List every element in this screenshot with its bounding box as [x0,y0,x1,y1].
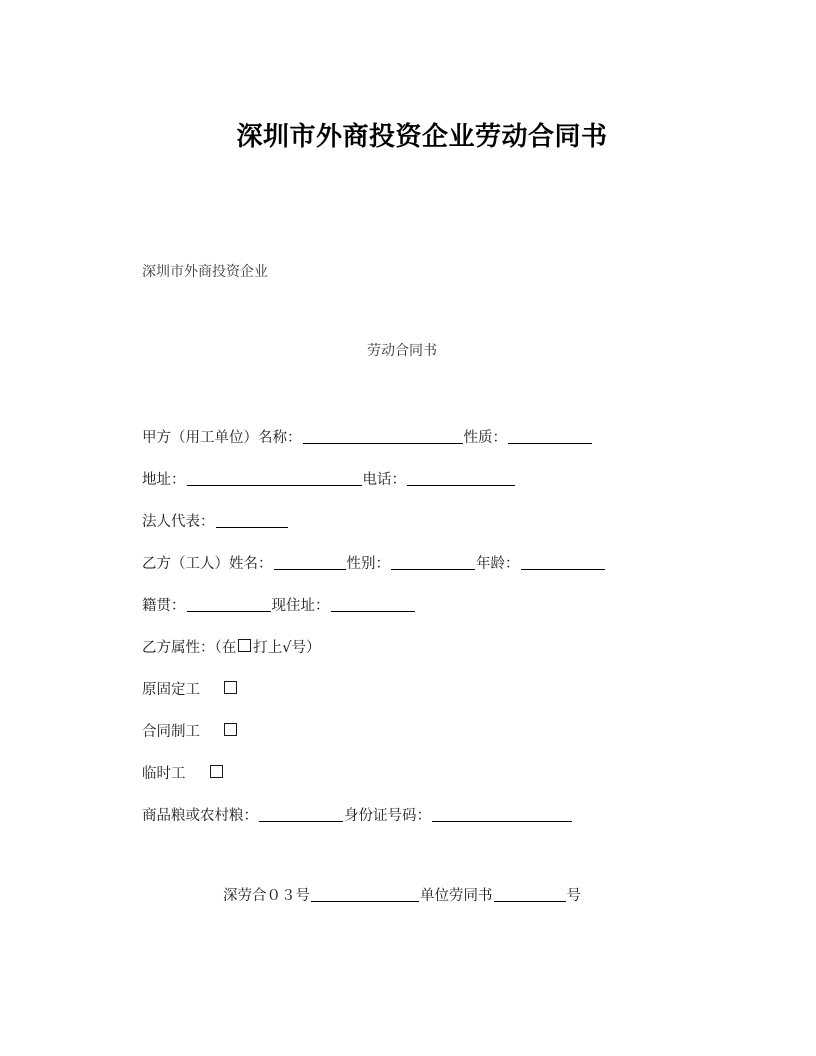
address-phone-blank-1[interactable] [187,470,362,486]
option-contract-worker-label-0: 合同制工 [142,724,200,740]
option-original-permanent-worker-label-0: 原固定工 [142,682,200,698]
party-b-identity-label-0: 乙方（工人）姓名： [142,556,273,572]
grain-and-id-number-label-0: 商品粮或农村粮： [142,808,258,824]
party-b-identity-label-2: 性别： [346,556,390,572]
party-a-name-blank-1[interactable] [303,428,463,444]
form-row-party-a-name [142,427,762,469]
sub-heading: 劳动合同书 [367,343,437,359]
party-b-identity-blank-1[interactable] [274,554,346,570]
option-temporary-worker-label-0: 临时工 [142,766,186,782]
footer-reference-blank-3[interactable] [494,886,566,902]
party-a-name-label-2: 性质： [463,430,507,446]
footer-reference-label-2: 单位劳同书 [420,888,493,904]
origin-residence-blank-3[interactable] [331,596,415,612]
party-b-identity-blank-5[interactable] [521,554,605,570]
legal-representative-blank-1[interactable] [216,512,288,528]
party-a-name-label-0: 甲方（用工单位）名称： [142,430,302,446]
address-phone-label-2: 电话： [362,472,406,488]
form-row-option-contract-worker [142,721,762,763]
footer-reference-label-4: 号 [566,888,581,904]
origin-residence-label-2: 现住址： [271,598,330,614]
address-phone-blank-3[interactable] [407,470,515,486]
form-row-origin-residence [142,595,762,637]
origin-residence-blank-1[interactable] [187,596,271,612]
footer-reference-line [142,885,662,907]
footer-reference-blank-1[interactable] [311,886,419,902]
form-row-party-b-identity [142,553,762,595]
party-b-attribute-instruction-checkbox[interactable] [238,639,251,652]
address-phone-label-0: 地址： [142,472,186,488]
option-original-permanent-worker-checkbox[interactable] [224,681,237,694]
origin-residence-label-0: 籍贯： [142,598,186,614]
party-b-attribute-instruction-label-2: 打上√号） [253,640,321,656]
form-field-list [142,427,762,847]
party-a-name-blank-3[interactable] [508,428,592,444]
option-temporary-worker-checkbox[interactable] [210,765,223,778]
footer-reference-label-0: 深劳合０３号 [223,888,310,904]
form-row-grain-and-id-number [142,805,762,847]
legal-representative-label-0: 法人代表： [142,514,215,530]
form-row-legal-representative [142,511,762,553]
form-row-party-b-attribute-instruction [142,637,762,679]
form-row-address-phone [142,469,762,511]
grain-and-id-number-blank-3[interactable] [432,806,572,822]
party-b-identity-blank-3[interactable] [391,554,475,570]
grain-and-id-number-label-2: 身份证号码： [344,808,431,824]
organization-line: 深圳市外商投资企业 [142,264,268,280]
option-contract-worker-checkbox[interactable] [224,723,237,736]
grain-and-id-number-blank-1[interactable] [259,806,343,822]
form-row-option-temporary-worker [142,763,762,805]
party-b-attribute-instruction-label-0: 乙方属性：（在 [142,640,237,656]
form-row-option-original-permanent-worker [142,679,762,721]
page-title: 深圳市外商投资企业劳动合同书 [236,122,608,153]
footer-reference-inner [223,885,581,907]
party-b-identity-label-4: 年龄： [476,556,520,572]
